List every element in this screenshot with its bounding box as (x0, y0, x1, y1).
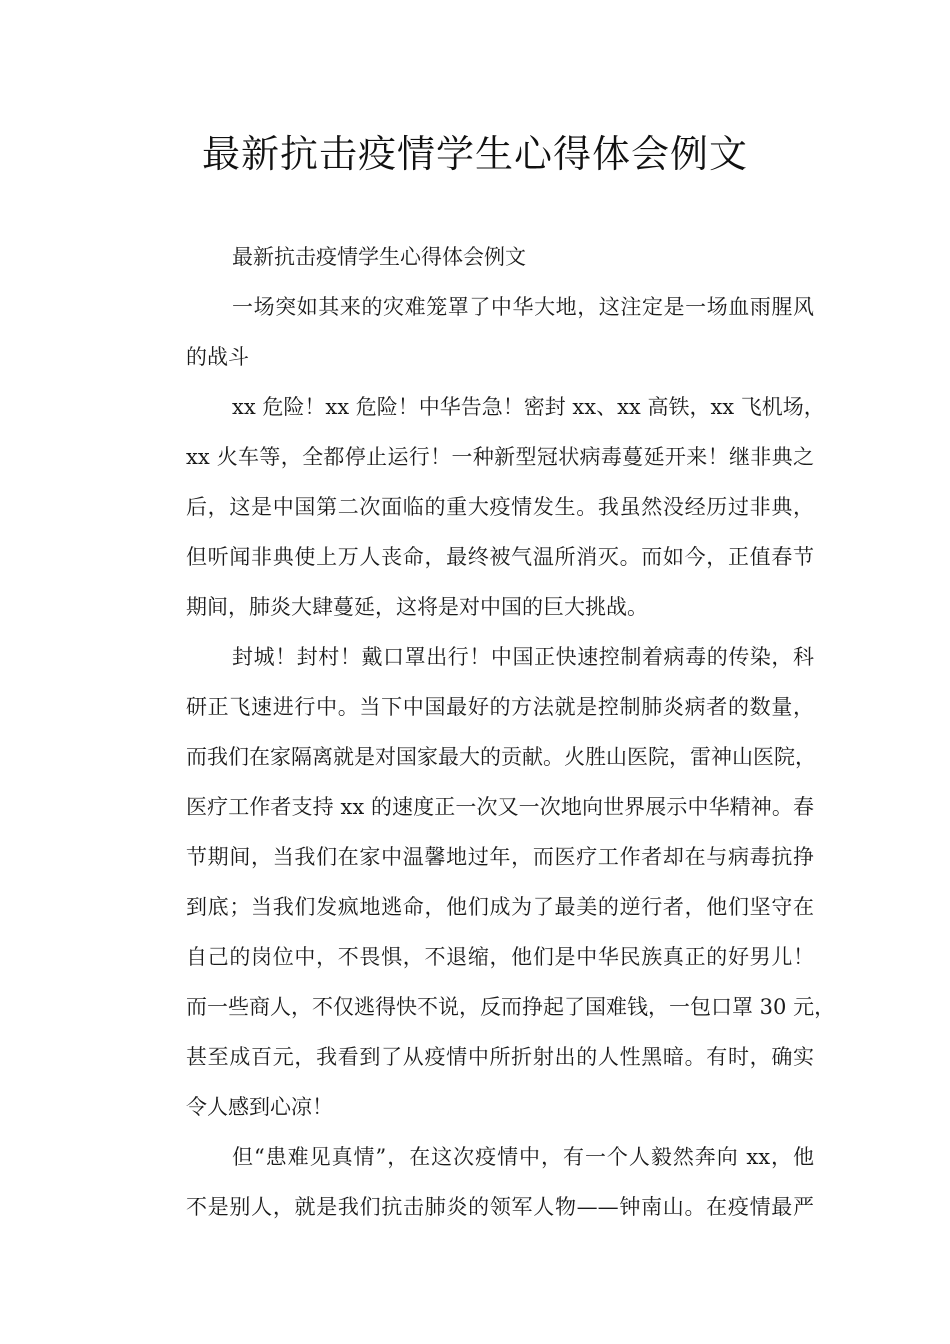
paragraph (144, 1132, 814, 1232)
document-body (144, 232, 836, 1232)
paragraph-line: 自己的岗位中，不畏惧，不退缩，他们是中华民族真正的好男儿！ (186, 945, 814, 969)
paragraph-line: 但“患难见真情”，在这次疫情中，有一个人毅然奔向 xx，他 (232, 1145, 814, 1169)
paragraph-line: 而一些商人，不仅逃得快不说，反而挣起了国难钱，一包口罩 30 元， (186, 995, 836, 1019)
paragraph-line: 的战斗 (186, 345, 249, 369)
paragraph (144, 232, 814, 282)
document-title: 最新抗击疫情学生心得体会例文 (201, 132, 748, 176)
paragraph-line: 研正飞速进行中。当下中国最好的方法就是控制肺炎病者的数量， (186, 695, 814, 719)
paragraph-line: 节期间，当我们在家中温馨地过年，而医疗工作者却在与病毒抗挣 (186, 845, 814, 869)
paragraph-line: 但听闻非典使上万人丧命，最终被气温所消灭。而如今，正值春节 (186, 545, 814, 569)
paragraph-line: 甚至成百元，我看到了从疫情中所折射出的人性黑暗。有时，确实 (186, 1045, 814, 1069)
paragraph-line: xx 危险！xx 危险！中华告急！密封 xx、xx 高铁，xx 飞机场， (232, 395, 825, 419)
paragraph (144, 632, 836, 1132)
paragraph-line: 期间，肺炎大肆蔓延，这将是对中国的巨大挑战。 (186, 595, 648, 619)
paragraph-line: 封城！封村！戴口罩出行！中国正快速控制着病毒的传染，科 (232, 645, 814, 669)
paragraph-line: 到底；当我们发疯地逃命，他们成为了最美的逆行者，他们坚守在 (186, 895, 814, 919)
paragraph (144, 282, 814, 382)
paragraph-line: xx 火车等，全都停止运行！一种新型冠状病毒蔓延开来！继非典之 (186, 445, 814, 469)
paragraph-line: 而我们在家隔离就是对国家最大的贡献。火胜山医院，雷神山医院， (186, 745, 816, 769)
paragraph-line: 后，这是中国第二次面临的重大疫情发生。我虽然没经历过非典， (186, 495, 814, 519)
paragraph-line: 令人感到心凉！ (186, 1095, 333, 1119)
paragraph-line: 医疗工作者支持 xx 的速度正一次又一次地向世界展示中华精神。春 (186, 795, 814, 819)
paragraph-line: 最新抗击疫情学生心得体会例文 (232, 245, 526, 269)
paragraph-line: 一场突如其来的灾难笼罩了中华大地，这注定是一场血雨腥风 (232, 295, 814, 319)
paragraph (144, 382, 825, 632)
paragraph-line: 不是别人，就是我们抗击肺炎的领军人物——钟南山。在疫情最严 (186, 1195, 814, 1219)
